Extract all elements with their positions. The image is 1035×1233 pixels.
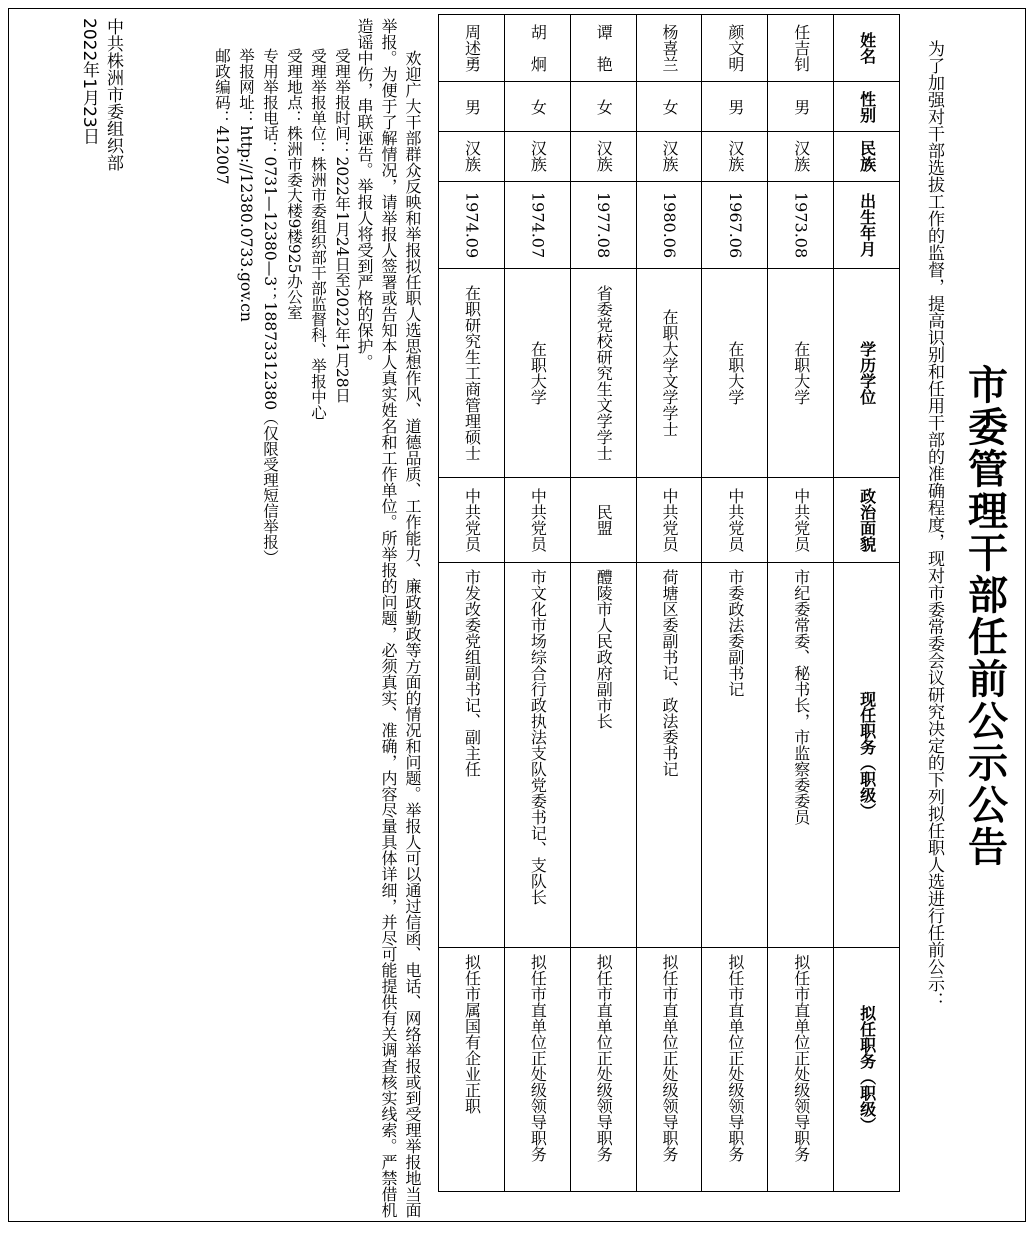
intro-paragraph: 为了加强对干部选拔工作的监督，提高识别和任用干部的准确程度，现对市委常委会议研究决定的下列拟任职人选进行任前公示： [924,40,944,1009]
cell-birth: 1974.07 [504,181,570,268]
cell-education: 在职大学文学学士 [636,269,702,478]
cell-gender: 男 [768,82,834,132]
cell-name: 胡 炯 [504,15,570,82]
cell-political-status: 中共党员 [439,477,505,562]
cell-gender: 男 [702,82,768,132]
document-title: 市委管理干部任前公示公告 [961,364,1008,868]
cell-proposed-position: 拟任市直单位正处级领导职务 [504,947,570,1191]
cell-proposed-position: 拟任市直单位正处级领导职务 [702,947,768,1191]
cell-current-position: 市发改委党组副书记、副主任 [439,562,505,947]
cell-political-status: 民盟 [570,477,636,562]
table-row [570,15,636,1192]
notice-document [14,14,1020,1218]
cell-education: 在职大学 [702,269,768,478]
header-proposed-position: 拟任职务（职级） [834,947,900,1191]
cell-birth: 1974.09 [439,181,505,268]
cell-ethnicity: 汉族 [636,132,702,182]
candidate-table [438,14,900,1192]
cell-birth: 1967.06 [702,181,768,268]
cell-current-position: 市文化市场综合行政执法支队党委书记、支队长 [504,562,570,947]
cell-name: 谭 艳 [570,15,636,82]
signature-block [77,14,187,1189]
cell-current-position: 市委政法委副书记 [702,562,768,947]
table-row [504,15,570,1192]
cell-education: 省委党校研究生文学学士 [570,269,636,478]
cell-current-position: 市纪委常委、秘书长，市监察委委员 [768,562,834,947]
cell-education: 在职大学 [768,269,834,478]
cell-name: 杨喜兰 [636,15,702,82]
cell-political-status: 中共党员 [636,477,702,562]
contact-info [187,14,362,1218]
cell-gender: 女 [570,82,636,132]
cell-political-status: 中共党员 [504,477,570,562]
cell-political-status: 中共党员 [702,477,768,562]
cell-education: 在职大学 [504,269,570,478]
cell-ethnicity: 汉族 [768,132,834,182]
cell-name: 颜文明 [702,15,768,82]
cell-birth: 1980.06 [636,181,702,268]
header-gender: 性别 [834,82,900,132]
cell-gender: 女 [636,82,702,132]
cell-proposed-position: 拟任市直单位正处级领导职务 [768,947,834,1191]
report-time: 受理举报时间：2022年1月24日至2022年1月28日 [333,48,351,404]
cell-gender: 女 [504,82,570,132]
cell-current-position: 荷塘区委副书记、政法委书记 [636,562,702,947]
cell-education: 在职研究生工商管理硕士 [439,269,505,478]
table-header-row [834,15,900,1192]
cell-name: 任吉钊 [768,15,834,82]
report-phone: 专用举报电话：0731—12380—3；18873312380（仅限受理短信举报） [261,48,279,566]
header-education: 学历学位 [834,269,900,478]
table-row [768,15,834,1192]
header-birth: 出生年月 [834,181,900,268]
cell-proposed-position: 拟任市属国有企业正职 [439,947,505,1191]
cell-ethnicity: 汉族 [570,132,636,182]
cell-ethnicity: 汉族 [702,132,768,182]
cell-proposed-position: 拟任市直单位正处级领导职务 [636,947,702,1191]
header-name: 姓名 [834,15,900,82]
cell-ethnicity: 汉族 [504,132,570,182]
notice-paragraph: 欢迎广大干部群众反映和举报拟任职人选思想作风、道德品质、工作能力、廉政勤政等方面的情况和问题。举报人可以通过信函、电话、网络举报或到受理举报地当面举报。为便于了解情况，请举报人签署或告知本人真实姓名和工作单位。所举报的问题，必须真实、准确，内容尽量具体详细，并尽可能提供有关调查核实线索。严禁借机造谣中伤，串联诬告。举报人将受到严格的保护。 [355,18,422,1218]
header-political-status: 政治面貌 [834,477,900,562]
cell-political-status: 中共党员 [768,477,834,562]
cell-name: 周述勇 [439,15,505,82]
table-row [636,15,702,1192]
cell-proposed-position: 拟任市直单位正处级领导职务 [570,947,636,1191]
cell-birth: 1973.08 [768,181,834,268]
issue-date: 2022年1月23日 [79,18,99,145]
report-unit: 受理举报单位：株洲市委组织部干部监督科、举报中心 [309,48,327,420]
issuing-organization: 中共株洲市委组织部 [103,18,123,171]
postal-code: 邮政编码：412007 [213,48,231,185]
header-current-position: 现任职务（职级） [834,562,900,947]
cell-current-position: 醴陵市人民政府副市长 [570,562,636,947]
table-row [439,15,505,1192]
cell-ethnicity: 汉族 [439,132,505,182]
cell-birth: 1977.08 [570,181,636,268]
table-row [702,15,768,1192]
report-location: 受理地点：株洲市委大楼9楼925办公室 [285,48,303,320]
report-website: 举报网址：http://12380.0733.gov.cn [237,48,255,322]
header-ethnicity: 民族 [834,132,900,182]
cell-gender: 男 [439,82,505,132]
